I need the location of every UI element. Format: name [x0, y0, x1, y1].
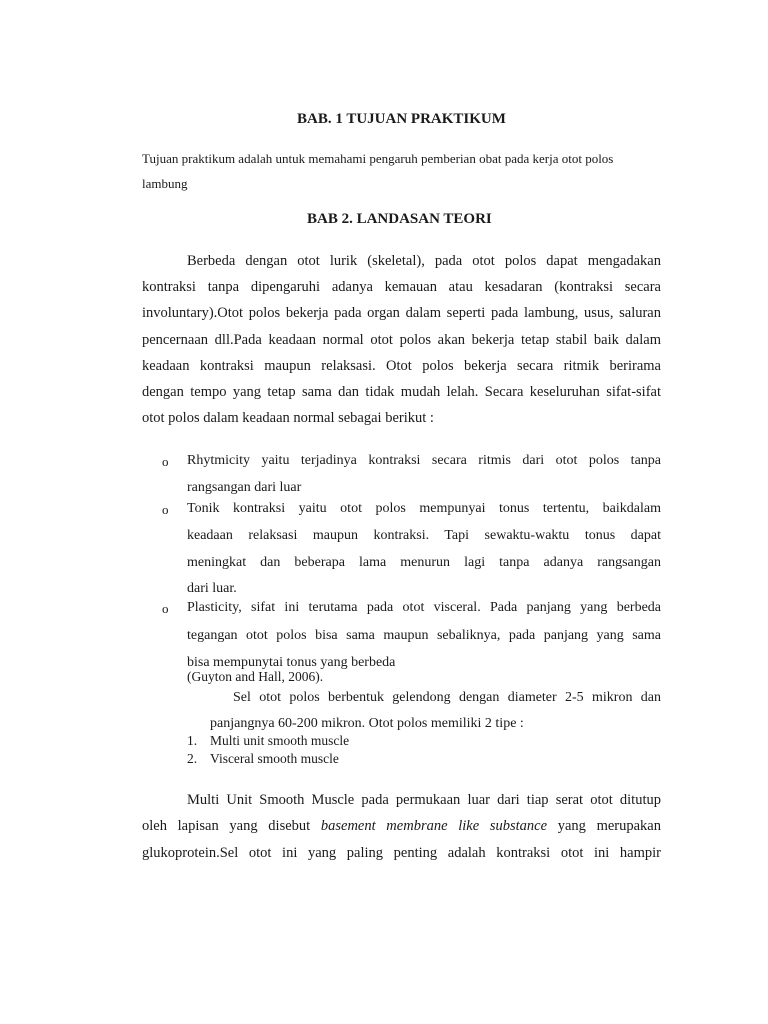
paragraph-1-line: Berbeda dengan otot lurik (skeletal), pada otot polos dapat mengadakan: [187, 253, 661, 269]
type-number: 1.: [187, 733, 198, 748]
paragraph-1-line: involuntary).Otot polos bekerja pada organ dalam seperti pada lambung, usus, saluran: [142, 305, 661, 321]
type-label: Multi unit smooth muscle: [210, 733, 350, 748]
bullet-line: Rhytmicity yaitu terjadinya kontraksi secara ritmis dari otot polos tanpa: [187, 453, 661, 468]
bullet-marker-icon: o: [162, 454, 169, 469]
italic-term: basement membrane like substance: [320, 818, 548, 834]
paragraph-3-text: oleh lapisan yang disebut: [142, 818, 321, 834]
type-label: Visceral smooth muscle: [210, 751, 339, 766]
citation: (Guyton and Hall, 2006).: [187, 669, 324, 684]
intro-line-1: Tujuan praktikum adalah untuk memahami pengaruh pemberian obat pada kerja otot polos: [142, 151, 614, 166]
bullet-line: bisa mempunytai tonus yang berbeda: [187, 655, 396, 670]
bullet-line: Tonik kontraksi yaitu otot polos mempunyai tonus tertentu, baikdalam: [187, 501, 661, 516]
bullet-marker-icon: o: [162, 502, 169, 517]
paragraph-3-line: [142, 813, 661, 839]
paragraph-2-line: Sel otot polos berbentuk gelendong dengan diameter 2-5 mikron dan: [233, 690, 661, 705]
bullet-line: tegangan otot polos bisa sama maupun sebaliknya, pada panjang yang sama: [187, 628, 661, 643]
bullet-line: keadaan relaksasi maupun kontraksi. Tapi sewaktu-waktu tonus dapat: [187, 528, 661, 543]
paragraph-3-line: glukoprotein.Sel otot ini yang paling penting adalah kontraksi otot ini hampir: [142, 845, 661, 861]
bullet-line: Plasticity, sifat ini terutama pada otot visceral. Pada panjang yang berbeda: [187, 600, 661, 615]
bullet-line: meningkat dan beberapa lama menurun lagi tanpa adanya rangsangan: [187, 555, 661, 570]
paragraph-1-line: kontraksi tanpa dipengaruhi adanya kemauan atau kesadaran (kontraksi secara: [142, 279, 661, 295]
paragraph-1-line: dengan tempo yang tetap sama dan tidak mudah lelah. Secara keseluruhan sifat-sifat: [142, 384, 661, 400]
heading-bab-1: BAB. 1 TUJUAN PRAKTIKUM: [297, 111, 506, 127]
paragraph-2-line: panjangnya 60-200 mikron. Otot polos memiliki 2 tipe :: [210, 716, 524, 731]
type-number: 2.: [187, 751, 198, 766]
heading-bab-2: BAB 2. LANDASAN TEORI: [307, 211, 492, 227]
bullet-line: dari luar.: [187, 581, 237, 596]
paragraph-3-line: Multi Unit Smooth Muscle pada permukaan luar dari tiap serat otot ditutup: [187, 792, 661, 808]
bullet-line: rangsangan dari luar: [187, 480, 302, 495]
intro-line-2: lambung: [142, 176, 188, 191]
paragraph-3-text: yang merupakan: [547, 818, 661, 834]
paragraph-1-line: otot polos dalam keadaan normal sebagai berikut :: [142, 410, 434, 426]
paragraph-1-line: pencernaan dll.Pada keadaan normal otot polos akan bekerja tetap stabil baik dalam: [142, 332, 661, 348]
bullet-marker-icon: o: [162, 601, 169, 616]
paragraph-1-line: keadaan kontraksi maupun relaksasi. Otot polos bekerja secara ritmik berirama: [142, 358, 661, 374]
